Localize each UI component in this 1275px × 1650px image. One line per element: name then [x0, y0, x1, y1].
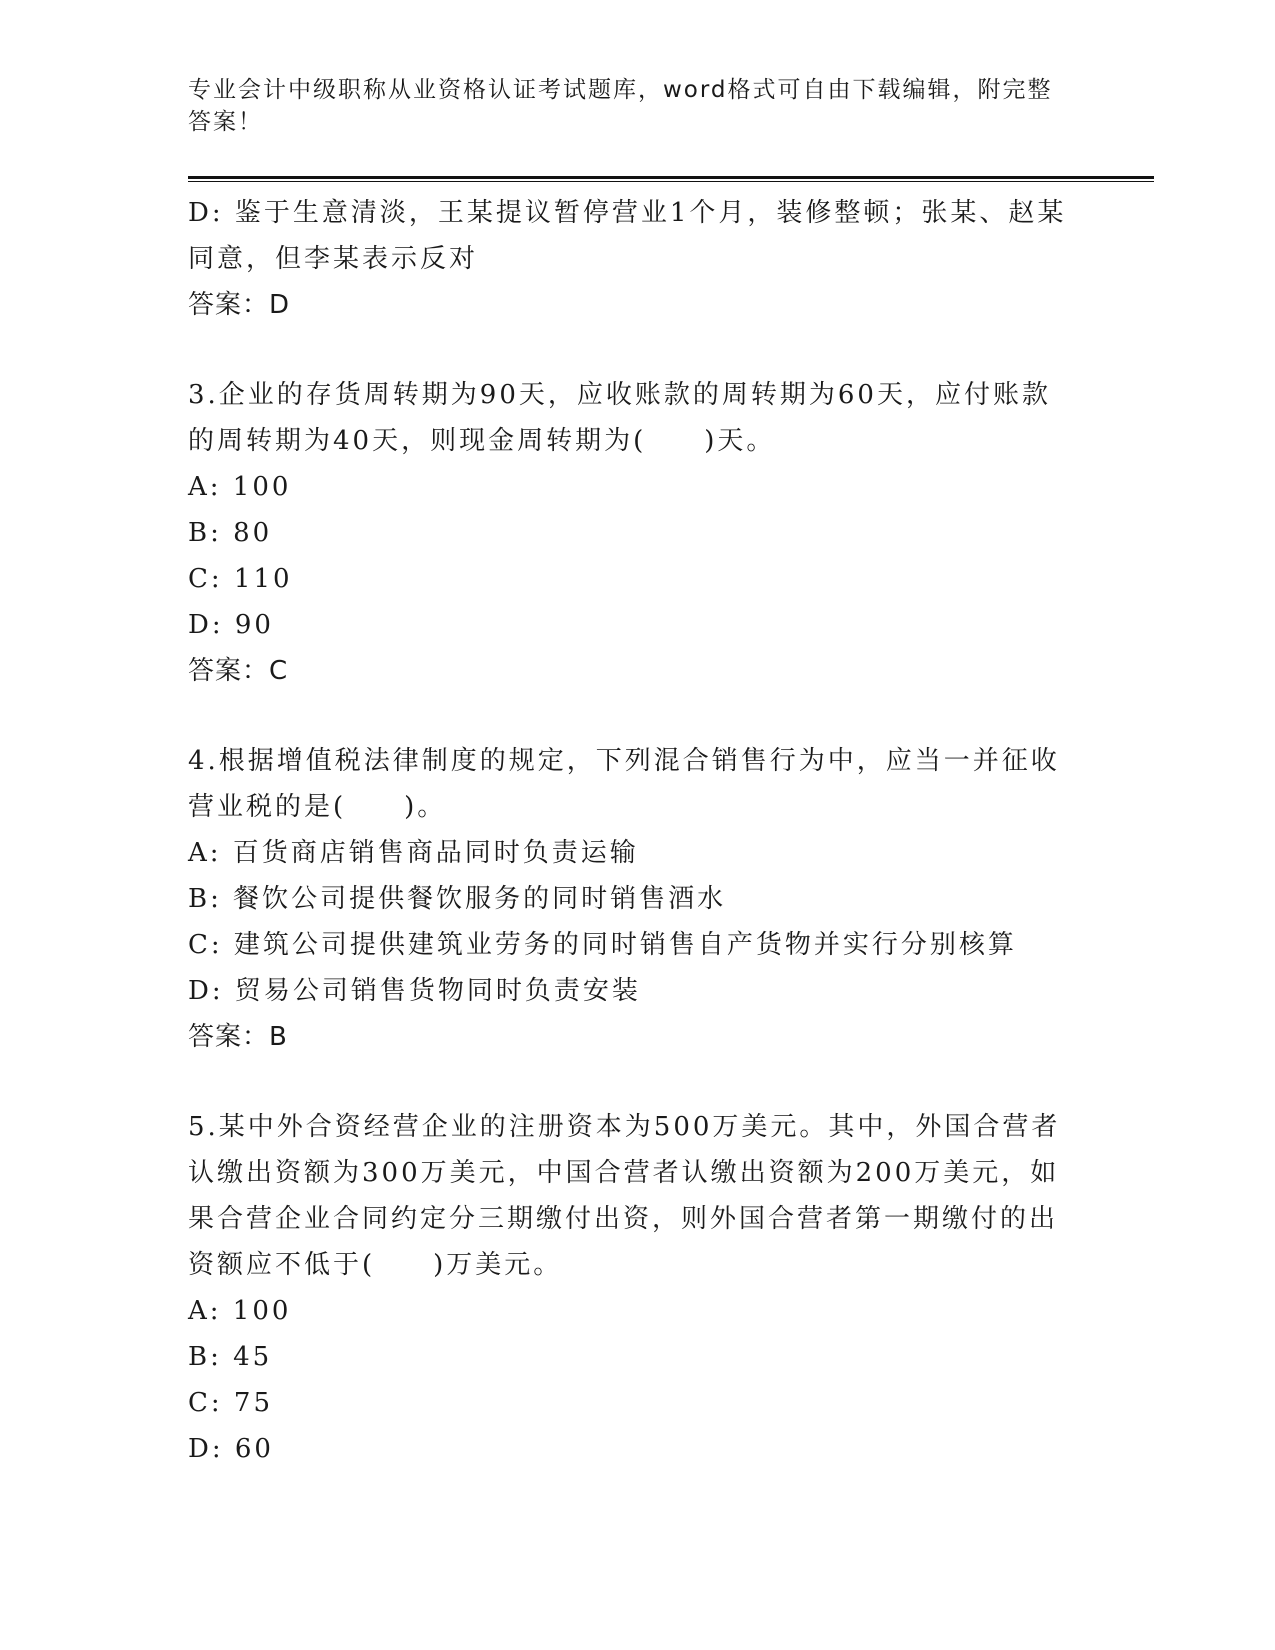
- option-b: B: 80: [188, 518, 273, 548]
- option-c: C: 建筑公司提供建筑业劳务的同时销售自产货物并实行分别核算: [188, 930, 1017, 960]
- answer: 答案：C: [188, 656, 289, 686]
- question-stem-line: 5.某中外合资经营企业的注册资本为500万美元。其中，外国合营者: [188, 1112, 1061, 1142]
- question-5: [188, 1104, 1088, 1472]
- question-stem-line: 果合营企业合同约定分三期缴付出资，则外国合营者第一期缴付的出: [188, 1204, 1059, 1234]
- option-d: D: 90: [188, 610, 274, 640]
- question-stem-line: 的周转期为40天，则现金周转期为( )天。: [188, 426, 776, 456]
- question-stem-line: 资额应不低于( )万美元。: [188, 1250, 563, 1280]
- answer: 答案：D: [188, 290, 291, 320]
- page-header: 专业会计中级职称从业资格认证考试题库，word格式可自由下载编辑，附完整答案！: [188, 77, 1053, 135]
- option-d: D: 贸易公司销售货物同时负责安装: [188, 976, 641, 1006]
- option-d-line-2: 同意，但李某表示反对: [188, 244, 479, 274]
- option-c: C: 110: [188, 564, 293, 594]
- document-body: [188, 190, 1088, 1472]
- answer: 答案：B: [188, 1022, 288, 1052]
- header-rule-thin: [188, 181, 1154, 182]
- option-c: C: 75: [188, 1388, 274, 1418]
- option-d-line-1: D: 鉴于生意清淡，王某提议暂停营业1个月，装修整顿；张某、赵某: [188, 198, 1067, 228]
- option-a: A: 100: [188, 1296, 292, 1326]
- question-stem-line: 4.根据增值税法律制度的规定，下列混合销售行为中，应当一并征收: [188, 746, 1060, 776]
- question-3: [188, 372, 1088, 694]
- question-4: [188, 738, 1088, 1060]
- option-d: D: 60: [188, 1434, 274, 1464]
- question-stem-line: 营业税的是( )。: [188, 792, 447, 822]
- question-stem-line: 认缴出资额为300万美元，中国合营者认缴出资额为200万美元，如: [188, 1158, 1060, 1188]
- option-b: B: 45: [188, 1342, 273, 1372]
- option-b: B: 餐饮公司提供餐饮服务的同时销售酒水: [188, 884, 727, 914]
- header-rule-thick: [188, 176, 1154, 179]
- option-a: A: 100: [188, 472, 292, 502]
- option-a: A: 百货商店销售商品同时负责运输: [188, 838, 639, 868]
- question-stem-line: 3.企业的存货周转期为90天，应收账款的周转期为60天，应付账款: [188, 380, 1051, 410]
